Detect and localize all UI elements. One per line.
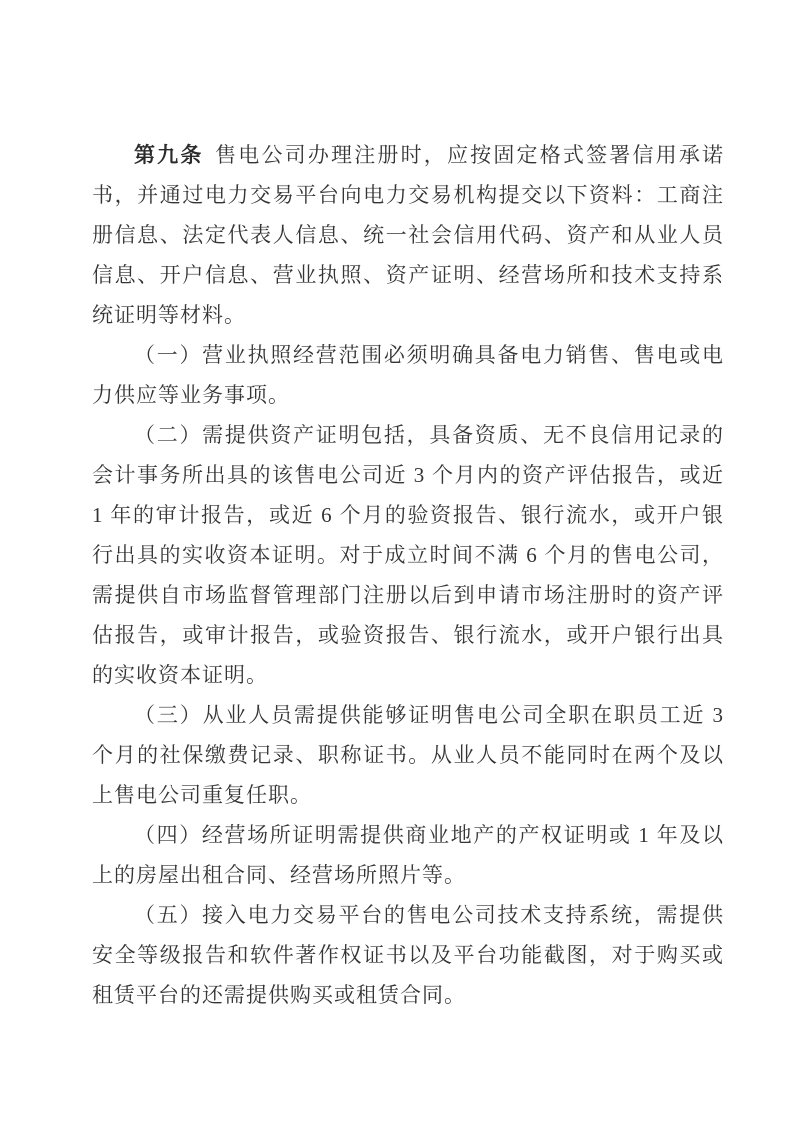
document-content	[92, 135, 724, 1015]
article-paragraph	[92, 135, 724, 335]
item-paragraph-1: （一）营业执照经营范围必须明确具备电力销售、售电或电力供应等业务事项。	[92, 343, 724, 407]
article-number-label: 第九条	[134, 143, 204, 167]
item-paragraph-3: （三）从业人员需提供能够证明售电公司全职在职员工近 3 个月的社保缴费记录、职称证书。从业人员不能同时在两个及以上售电公司重复任职。	[92, 703, 724, 807]
article-body-text: 售电公司办理注册时，应按固定格式签署信用承诺书，并通过电力交易平台向电力交易机构提交以下资料：工商注册信息、法定代表人信息、统一社会信用代码、资产和从业人员信息、开户信息、营业执照、资产证明、经营场所和技术支持系统证明等材料。	[92, 143, 725, 327]
item-paragraph-2: （二）需提供资产证明包括，具备资质、无不良信用记录的会计事务所出具的该售电公司近 3 个月内的资产评估报告，或近 1 年的审计报告，或近 6 个月的验资报告、银行流水，或开户银行出具的实收资本证明。对于成立时间不满 6 个月的售电公司，需提供自市场监督管理部门注册以后到申请市场注册时的资产评估报告，或审计报告，或验资报告、银行流水，或开户银行出具的实收资本证明。	[92, 423, 724, 687]
item-paragraph-4: （四）经营场所证明需提供商业地产的产权证明或 1 年及以上的房屋出租合同、经营场所照片等。	[92, 823, 724, 887]
item-paragraph-5: （五）接入电力交易平台的售电公司技术支持系统，需提供安全等级报告和软件著作权证书以及平台功能截图，对于购买或租赁平台的还需提供购买或租赁合同。	[92, 903, 724, 1007]
